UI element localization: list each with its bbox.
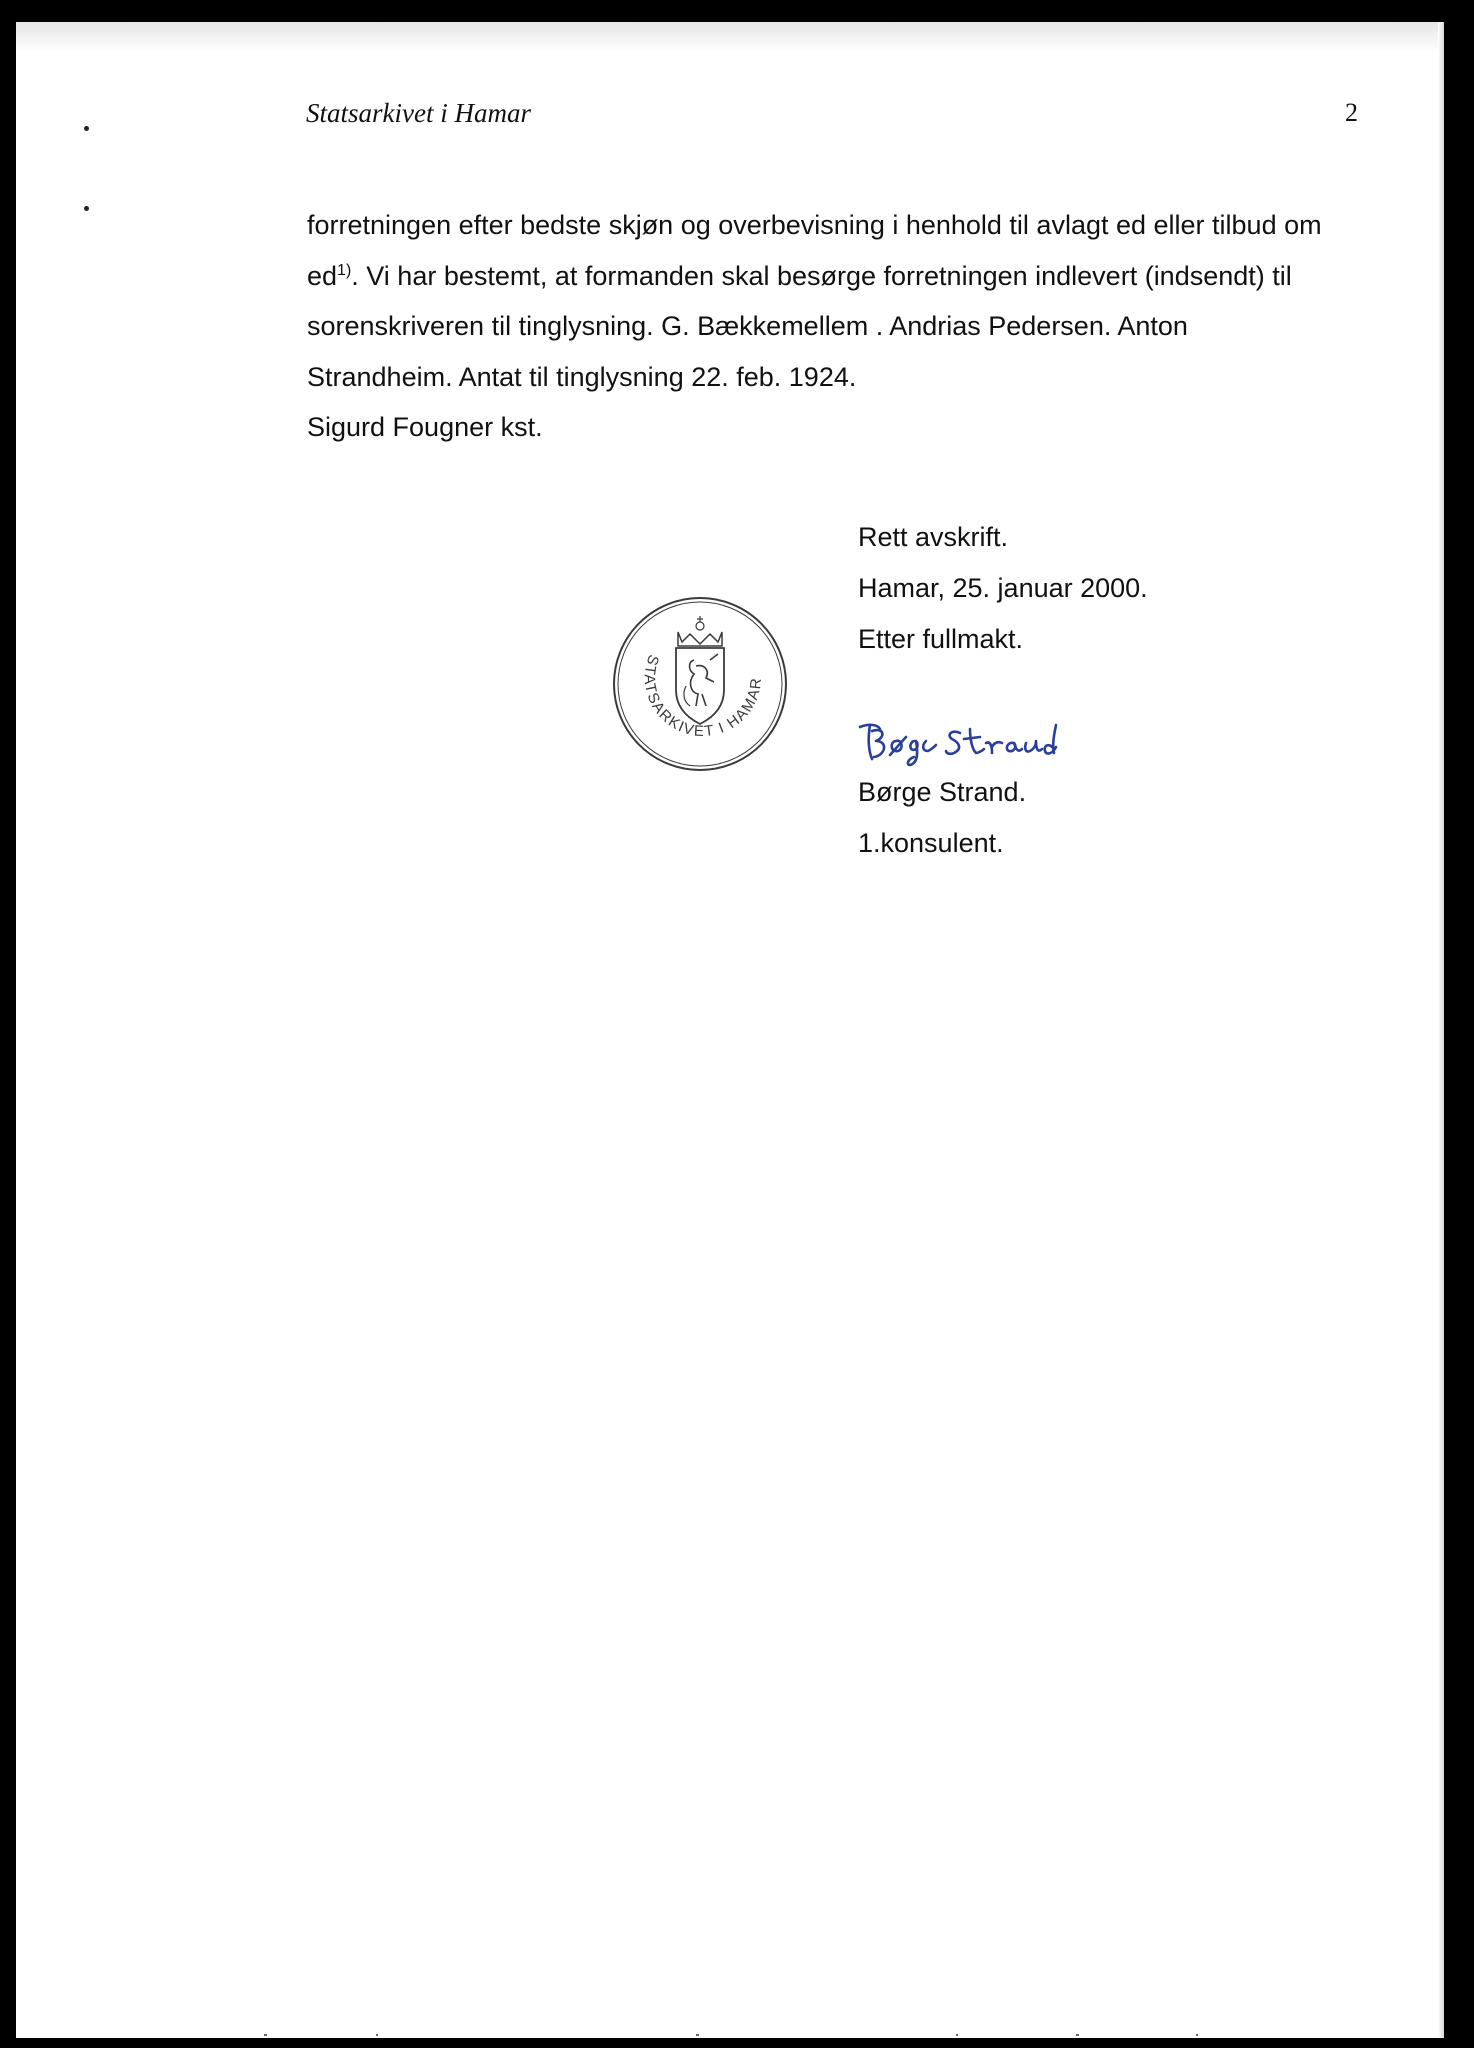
page-number: 2 [1345, 98, 1358, 127]
body-line [307, 251, 1367, 302]
handwritten-signature [856, 719, 1116, 771]
punch-mark [84, 206, 89, 211]
paper-sheet [16, 22, 1444, 2038]
scan-edge-shadow-right [1438, 22, 1444, 2038]
body-line: Strandheim. Antat til tinglysning 22. feb. 1924. [307, 361, 857, 392]
certification-authority: Etter fullmakt. [858, 624, 1024, 654]
certification-place-date: Hamar, 25. januar 2000. [858, 573, 1148, 603]
signatory-title: 1.konsulent. [858, 828, 1004, 858]
signatory-name: Børge Strand. [858, 777, 1027, 807]
certification-line: Rett avskrift. [858, 522, 1009, 552]
body-line: sorenskriveren til tinglysning. G. Bækkemellem . Andrias Pedersen. Anton [307, 311, 1188, 341]
archive-seal-stamp [610, 594, 790, 774]
footnote-marker: 1) [337, 261, 352, 279]
punch-mark [84, 126, 89, 131]
transcript-body [307, 200, 1367, 453]
certification-block [858, 512, 1148, 869]
body-line: forretningen efter bedste skjøn og overbevisning i henhold til avlagt ed eller tilbud om [307, 210, 1322, 240]
header-archive-name: Statsarkivet i Hamar [306, 98, 531, 128]
body-line-start: ed [307, 260, 338, 291]
stamp-text: STATSARKIVET I HAMAR [640, 652, 766, 741]
scan-edge-shadow [16, 22, 1444, 52]
body-line: Sigurd Fougner kst. [307, 412, 543, 442]
body-line-rest: . Vi har bestemt, at formanden skal besørge forretningen indlevert (indsendt) til [351, 260, 1292, 291]
scan-noise [16, 2032, 1444, 2038]
signature-area [858, 665, 1148, 767]
